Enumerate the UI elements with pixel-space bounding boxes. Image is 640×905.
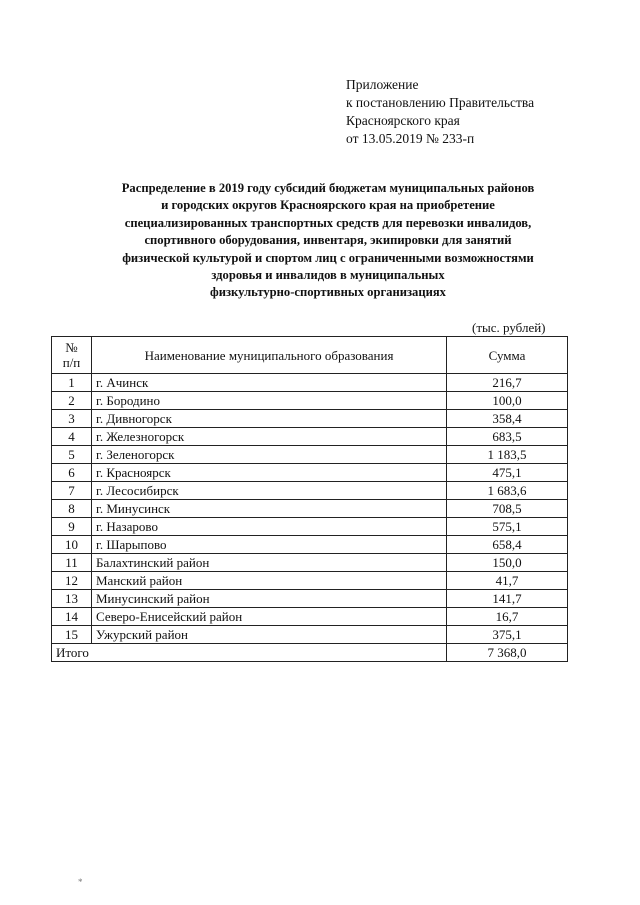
row-number: 8 bbox=[52, 500, 92, 518]
header-sum: Сумма bbox=[447, 337, 568, 374]
row-municipality: Минусинский район bbox=[92, 590, 447, 608]
row-sum: 708,5 bbox=[447, 500, 568, 518]
row-sum: 375,1 bbox=[447, 626, 568, 644]
table-row bbox=[52, 590, 568, 608]
table-row bbox=[52, 446, 568, 464]
row-municipality: г. Назарово bbox=[92, 518, 447, 536]
row-number: 11 bbox=[52, 554, 92, 572]
row-sum: 475,1 bbox=[447, 464, 568, 482]
header-municipality: Наименование муниципального образования bbox=[92, 337, 447, 374]
header-number-symbol: № bbox=[65, 340, 78, 355]
table-row bbox=[52, 482, 568, 500]
row-municipality: г. Железногорск bbox=[92, 428, 447, 446]
row-municipality: г. Зеленогорск bbox=[92, 446, 447, 464]
row-sum: 150,0 bbox=[447, 554, 568, 572]
row-sum: 1 683,6 bbox=[447, 482, 568, 500]
row-municipality: г. Красноярск bbox=[92, 464, 447, 482]
row-municipality: г. Минусинск bbox=[92, 500, 447, 518]
row-number: 5 bbox=[52, 446, 92, 464]
row-number: 6 bbox=[52, 464, 92, 482]
total-label: Итого bbox=[52, 644, 447, 662]
footer-mark: * bbox=[78, 877, 83, 887]
row-municipality: Балахтинский район bbox=[92, 554, 447, 572]
table-row bbox=[52, 428, 568, 446]
title-line: спортивного оборудования, инвентаря, экипировки для занятий bbox=[144, 233, 512, 248]
appendix-line-1: Приложение bbox=[346, 77, 419, 92]
row-number: 12 bbox=[52, 572, 92, 590]
total-sum: 7 368,0 bbox=[447, 644, 568, 662]
row-sum: 100,0 bbox=[447, 392, 568, 410]
table-row bbox=[52, 554, 568, 572]
header-number bbox=[52, 337, 92, 374]
table-row bbox=[52, 608, 568, 626]
title-line: физической культурой и спортом лиц с ограниченными возможностями bbox=[122, 250, 534, 265]
row-municipality: Манский район bbox=[92, 572, 447, 590]
row-number: 9 bbox=[52, 518, 92, 536]
table-row bbox=[52, 410, 568, 428]
row-number: 4 bbox=[52, 428, 92, 446]
row-sum: 41,7 bbox=[447, 572, 568, 590]
header-number-abbr: п/п bbox=[62, 355, 81, 370]
row-number: 15 bbox=[52, 626, 92, 644]
row-number: 10 bbox=[52, 536, 92, 554]
appendix-block bbox=[346, 76, 534, 148]
appendix-line-4: от 13.05.2019 № 233-п bbox=[346, 131, 475, 146]
appendix-line-2: к постановлению Правительства bbox=[346, 95, 535, 110]
units-label: (тыс. рублей) bbox=[472, 320, 546, 335]
table-header-row bbox=[52, 337, 568, 374]
row-sum: 16,7 bbox=[447, 608, 568, 626]
row-number: 3 bbox=[52, 410, 92, 428]
row-sum: 683,5 bbox=[447, 428, 568, 446]
title-line: специализированных транспортных средств для перевозки инвалидов, bbox=[124, 215, 532, 230]
table-row bbox=[52, 500, 568, 518]
title-line: здоровья и инвалидов в муниципальных bbox=[211, 268, 445, 283]
table-row bbox=[52, 374, 568, 392]
row-sum: 658,4 bbox=[447, 536, 568, 554]
subsidy-table bbox=[51, 336, 568, 662]
table-total-row bbox=[52, 644, 568, 662]
row-number: 13 bbox=[52, 590, 92, 608]
row-number: 7 bbox=[52, 482, 92, 500]
row-sum: 216,7 bbox=[447, 374, 568, 392]
row-sum: 575,1 bbox=[447, 518, 568, 536]
table-row bbox=[52, 626, 568, 644]
row-municipality: г. Лесосибирск bbox=[92, 482, 447, 500]
table-row bbox=[52, 518, 568, 536]
title-line: Распределение в 2019 году субсидий бюджетам муниципальных районов bbox=[121, 181, 535, 195]
title-line: физкультурно-спортивных организациях bbox=[210, 285, 446, 300]
appendix-line-3: Красноярского края bbox=[346, 113, 460, 128]
row-municipality: г. Бородино bbox=[92, 392, 447, 410]
document-title bbox=[60, 180, 596, 302]
row-municipality: г. Ачинск bbox=[92, 374, 447, 392]
table-row bbox=[52, 464, 568, 482]
row-number: 2 bbox=[52, 392, 92, 410]
table-row bbox=[52, 572, 568, 590]
row-municipality: г. Дивногорск bbox=[92, 410, 447, 428]
table-row bbox=[52, 536, 568, 554]
row-sum: 358,4 bbox=[447, 410, 568, 428]
table-row bbox=[52, 392, 568, 410]
row-municipality: Северо-Енисейский район bbox=[92, 608, 447, 626]
row-sum: 141,7 bbox=[447, 590, 568, 608]
row-number: 14 bbox=[52, 608, 92, 626]
row-sum: 1 183,5 bbox=[447, 446, 568, 464]
row-number: 1 bbox=[52, 374, 92, 392]
row-municipality: Ужурский район bbox=[92, 626, 447, 644]
title-line: и городских округов Красноярского края на приобретение bbox=[161, 198, 495, 213]
row-municipality: г. Шарыпово bbox=[92, 536, 447, 554]
